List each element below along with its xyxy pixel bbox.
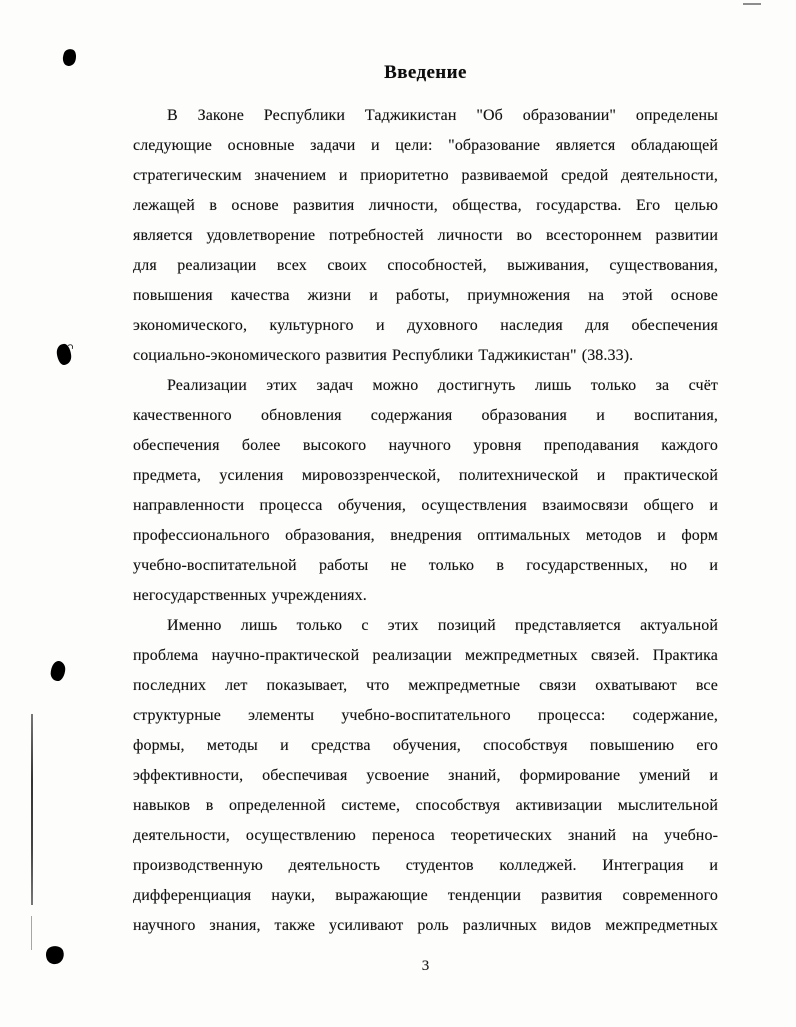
text-line: В Законе Республики Таджикистан "Об образовании" определены xyxy=(167,107,718,124)
text-line: профессионального образования, внедрения оптимальных методов и форм xyxy=(133,527,718,544)
ink-blot-icon xyxy=(44,944,66,966)
text-line: дифференциация науки, выражающие тенденции развития современного xyxy=(133,887,718,904)
text-line: является удовлетворение потребностей личности во всестороннем развитии xyxy=(133,227,718,244)
text-line: научного знания, также усиливают роль различных видов межпредметных xyxy=(133,917,718,934)
text-line: учебно-воспитательной работы не только в государственных, но и xyxy=(133,557,718,574)
scan-edge-dash xyxy=(743,3,761,5)
scan-edge-line-short xyxy=(31,916,32,950)
page-number: 3 xyxy=(421,958,430,974)
text-line: предмета, усиления мировоззренческой, политехнической и практической xyxy=(133,467,718,484)
text-line: обеспечения более высокого научного уровня преподавания каждого xyxy=(133,437,718,454)
text-line: проблема научно-практической реализации межпредметных связей. Практика xyxy=(133,647,718,664)
text-line: структурные элементы учебно-воспитательного процесса: содержание, xyxy=(133,707,718,724)
text-line: лежащей в основе развития личности, общества, государства. Его целью xyxy=(133,197,718,214)
text-line: негосударственных учреждениях. xyxy=(133,587,367,604)
text-line: навыков в определенной системе, способствуя активизации мыслительной xyxy=(133,797,718,814)
text-line: эффективности, обеспечивая усвоение знаний, формирование умений и xyxy=(133,767,718,784)
text-line: стратегическим значением и приоритетно развиваемой средой деятельности, xyxy=(133,167,718,184)
ink-blot-icon xyxy=(61,48,78,68)
text-line: производственную деятельность студентов колледжей. Интеграция и xyxy=(133,857,718,874)
text-line: деятельности, осуществлению переноса теоретических знаний на учебно- xyxy=(133,827,718,844)
text-line: экономического, культурного и духовного наследия для обеспечения xyxy=(133,317,718,334)
ink-blot-icon xyxy=(56,343,72,366)
ink-blot-icon xyxy=(50,660,67,682)
text-line: качественного обновления содержания образования и воспитания, xyxy=(133,407,718,424)
text-line: повышения качества жизни и работы, приумножения на этой основе xyxy=(133,287,718,304)
scan-edge-line xyxy=(31,714,33,905)
text-line: последних лет показывает, что межпредметные связи охватывают все xyxy=(133,677,718,694)
text-line: для реализации всех своих способностей, выживания, существования, xyxy=(133,257,718,274)
text-line: формы, методы и средства обучения, способствуя повышению его xyxy=(133,737,718,754)
text-line: Именно лишь только с этих позиций представляется актуальной xyxy=(167,617,718,634)
text-line: следующие основные задачи и цели: "образование является обладающей xyxy=(133,137,718,154)
text-line: Реализации этих задач можно достигнуть лишь только за счёт xyxy=(167,377,718,394)
text-line: направленности процесса обучения, осуществления взаимосвязи общего и xyxy=(133,497,718,514)
section-heading: Введение xyxy=(384,62,467,83)
text-line: социально-экономического развития Республики Таджикистан" (38.33). xyxy=(133,347,634,364)
body-text xyxy=(133,101,718,941)
